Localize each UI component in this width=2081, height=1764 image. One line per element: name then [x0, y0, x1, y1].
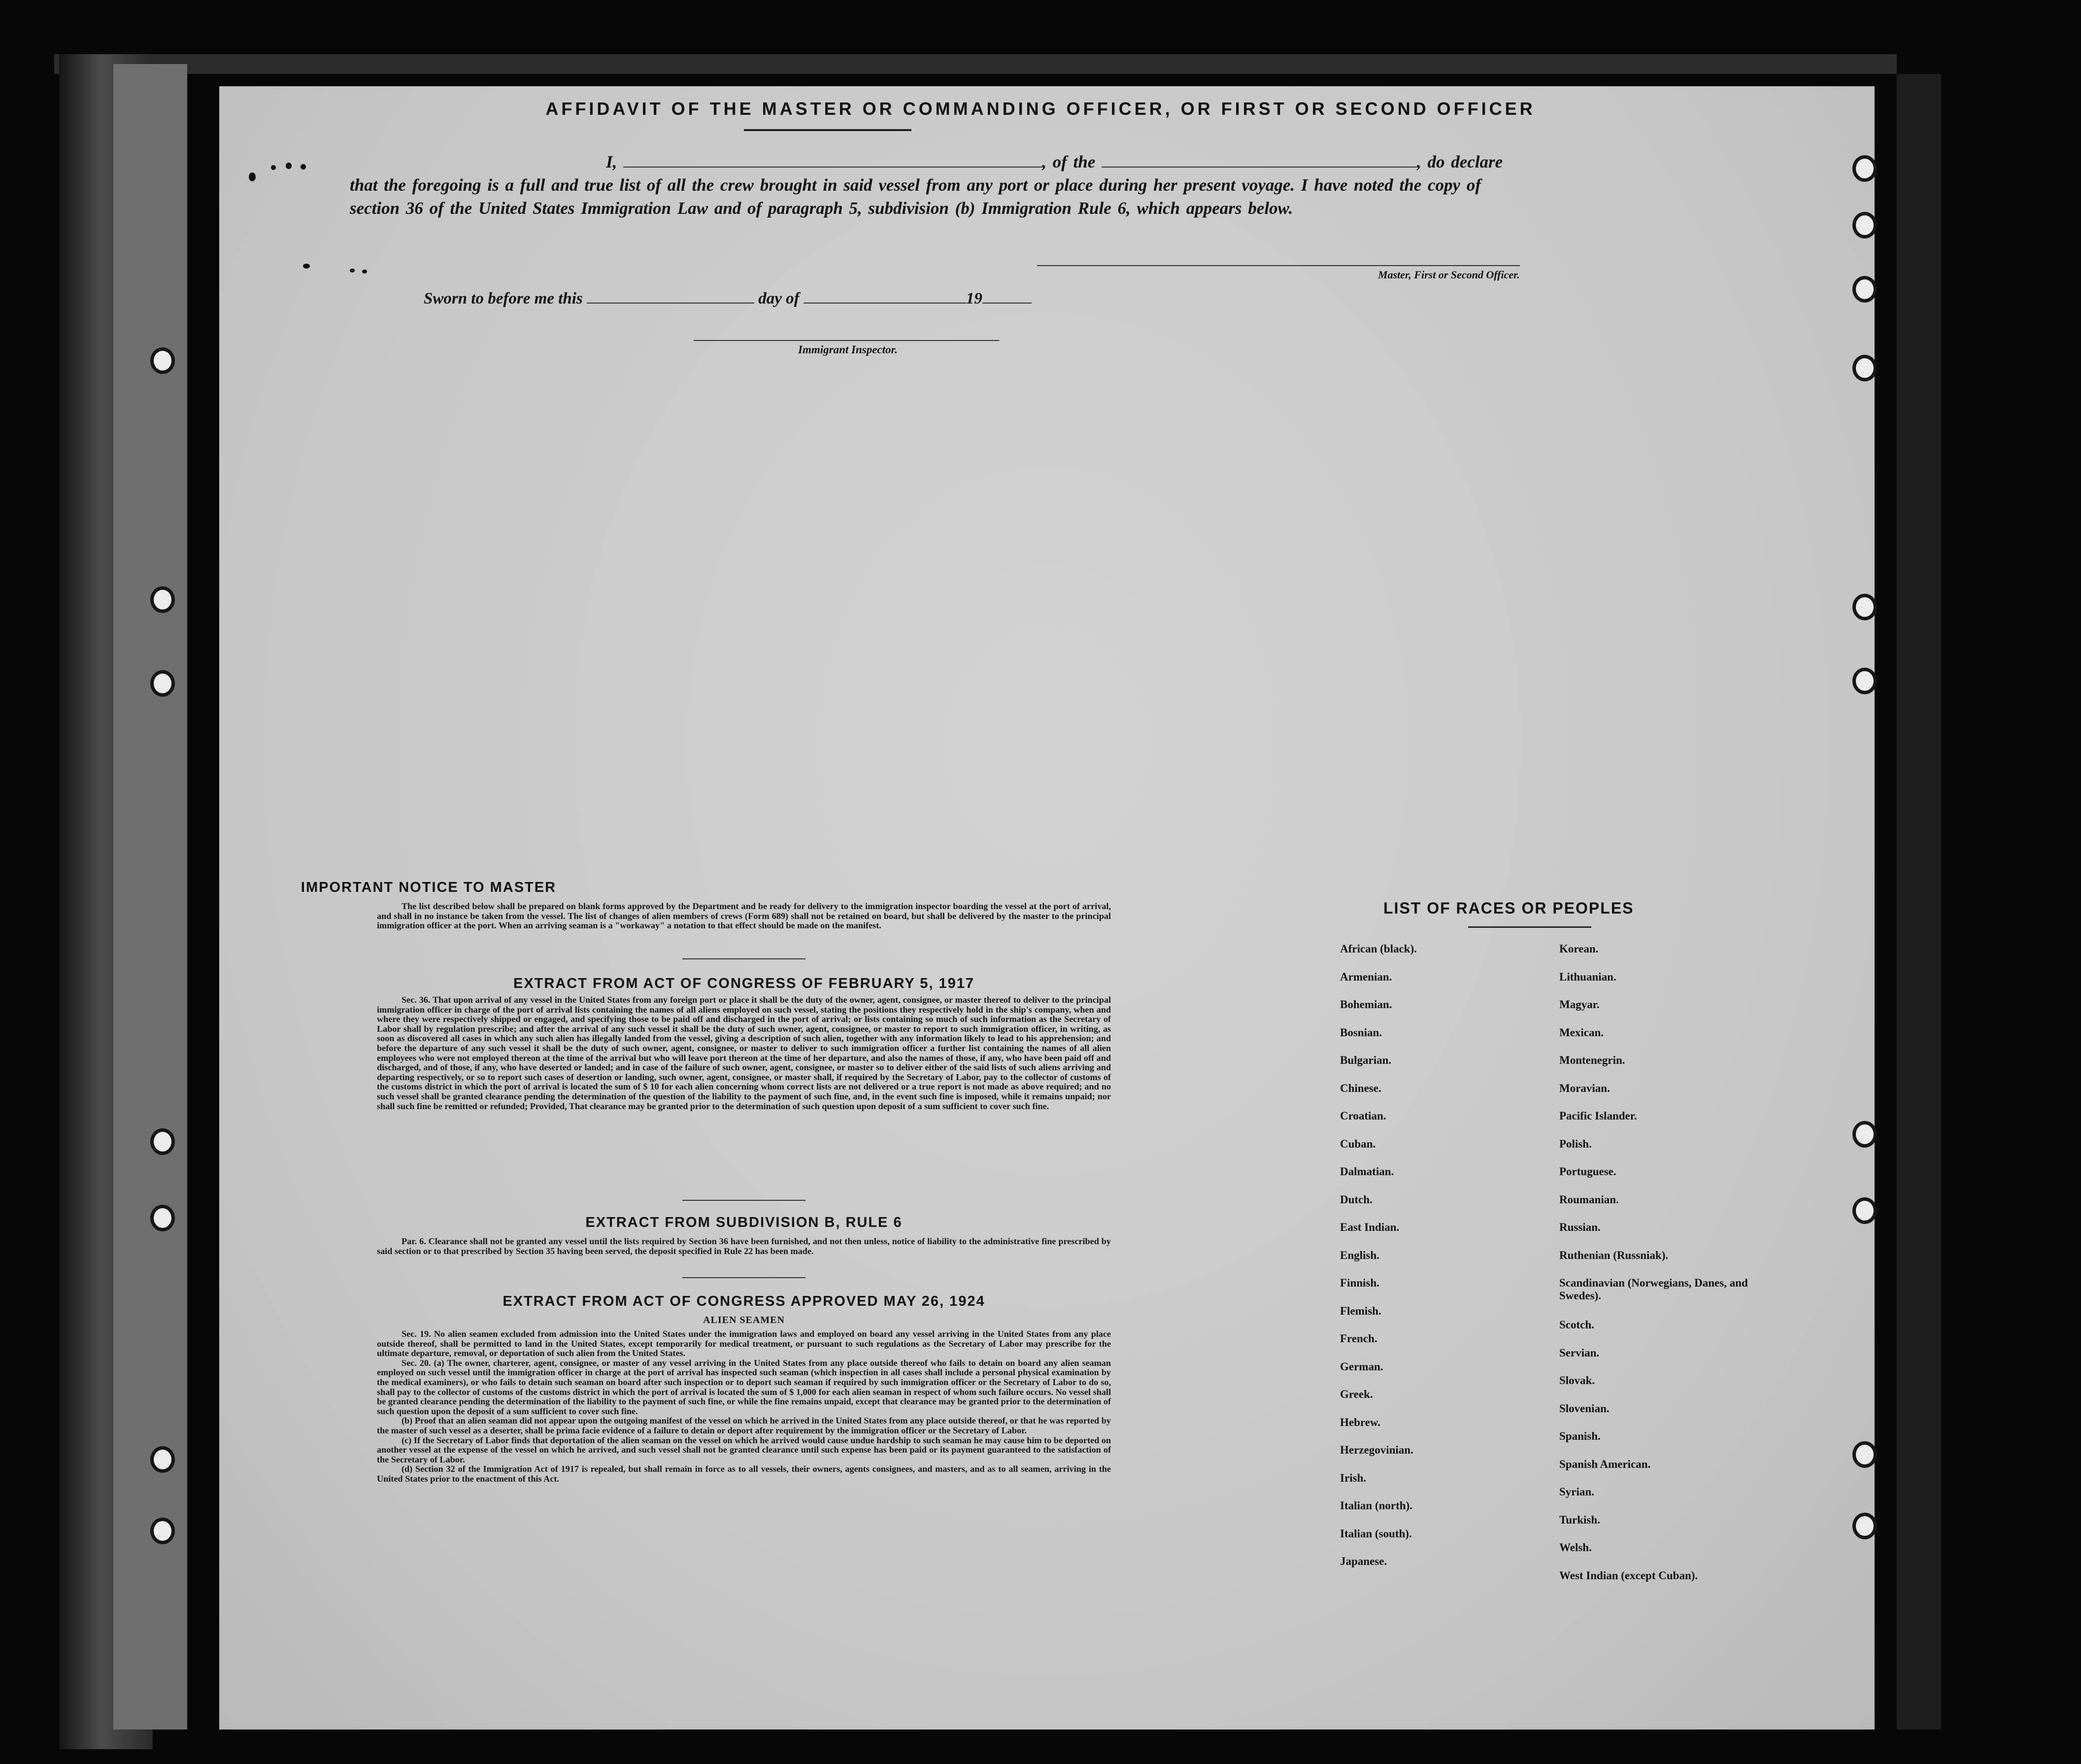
inspector-signature-field[interactable] — [694, 340, 999, 341]
decl-body: that the foregoing is a full and true list of all the crew brought in said vessel from any port or place during her present voyage. I have noted the copy of section 36 of the United States Immigration Law and of paragraph 5, subdivision (b) Immigration Rule 6, which appears below. — [350, 175, 1481, 218]
ink-spot — [362, 270, 367, 273]
affidavit-title: AFFIDAVIT OF THE MASTER OR COMMANDING OFFICER, OR FIRST OR SECOND OFFICER — [545, 99, 1536, 119]
race-item: German. — [1340, 1360, 1383, 1373]
race-item: Syrian. — [1559, 1486, 1594, 1498]
race-item: Italian (south). — [1340, 1527, 1412, 1540]
vessel-name-field[interactable] — [1102, 167, 1417, 168]
race-item: Spanish American. — [1559, 1458, 1651, 1470]
punch-hole — [1852, 594, 1877, 620]
scan-border-top — [54, 54, 1897, 74]
punch-hole — [1852, 276, 1877, 303]
race-item: Portuguese. — [1559, 1165, 1616, 1178]
punch-hole — [150, 1446, 175, 1473]
race-item: Welsh. — [1559, 1541, 1592, 1554]
sec-20a-text: Sec. 20. (a) The owner, charterer, agent, consignee, or master of any vessel arriving in the United States from any place outside thereof who fails to detain on board any alien seaman employed on such vessel until the immigration officer in charge at the port of arrival has inspected such seaman (which inspection in all cases shall include a personal physical examination by the medical examiners), or who fails to detain such seaman on board after such inspection or to deport such seaman if required by such immigration officer or the Secretary of Labor to do so, shall pay to the collector of customs of the customs district in which the port of arrival is located the sum of $ 1,000 for each alien seaman in respect of whom such failure occurs. No vessel shall be granted clearance pending the determination of the liability to the payment of such fine, or while the fine remains unpaid, except that clearance may be granted prior to the determination of such question upon the deposit of a sum sufficient to cover such fine. — [377, 1357, 1111, 1416]
race-item: Greek. — [1340, 1388, 1373, 1400]
race-item: French. — [1340, 1332, 1377, 1345]
race-item: Hebrew. — [1340, 1416, 1380, 1428]
ink-spot — [303, 264, 310, 269]
signature-label: Master, First or Second Officer. — [1377, 269, 1520, 281]
decl-declare: , do declare — [1417, 152, 1503, 171]
race-item: Italian (north). — [1340, 1499, 1412, 1512]
punch-hole — [150, 586, 175, 613]
race-item: Pacific Islander. — [1559, 1110, 1637, 1122]
punch-hole — [150, 347, 175, 374]
punch-hole — [1852, 1441, 1877, 1468]
race-item: Slovak. — [1559, 1374, 1595, 1387]
inspector-label: Immigrant Inspector. — [798, 343, 898, 356]
race-item: Slovenian. — [1559, 1402, 1610, 1415]
ink-spot — [286, 163, 292, 169]
race-item: African (black). — [1340, 943, 1417, 955]
race-item: Croatian. — [1340, 1110, 1386, 1122]
race-item: Roumanian. — [1559, 1193, 1619, 1206]
race-item: Flemish. — [1340, 1304, 1381, 1317]
punch-hole — [150, 1518, 175, 1544]
race-item: Turkish. — [1559, 1513, 1600, 1526]
race-item: Moravian. — [1559, 1082, 1610, 1094]
sworn-statement — [424, 290, 1032, 308]
races-title: LIST OF RACES OR PEOPLES — [1383, 899, 1634, 917]
race-item: Scandinavian (Norwegians, Danes, and Swedes). — [1559, 1277, 1748, 1302]
extract-1917-text: Sec. 36. That upon arrival of any vessel in the United States from any foreign port or place it shall be the duty of the owner, agent, consignee, or master thereof to deliver to the principal immigration officer in charge of the port of arrival lists containing the names of all aliens employed on such vessel, stating the positions they respectively hold in the ship's company, when and where they were respectively shipped or engaged, and specifying those to be paid off and discharged in the port of arrival; or lists containing so much of such information as the Secretary of Labor shall by regulation prescribe; and after the arrival of any such vessel it shall be the duty of such owner, agent, consignee, or master to report to such immigration officer, in writing, as soon as discovered all cases in which any such alien has illegally landed from the vessel, giving a description of such alien, together with any information likely to lead to his apprehension; and before the departure of any such vessel it shall be the duty of such owner, agent, consignee, or master to deliver to such immigration officer a further list containing the names of all alien employees who were not employed thereon at the time of the arrival but who will leave port thereon at the time of her departure, and also the names of those, if any, who have been paid off and discharged, and of those, if any, who have deserted or landed; and in case of the failure of such owner, agent, consignee, or master so to deliver either of the said lists of such aliens arriving and departing respectively, or so to report such cases of desertion or landing, such owner, agent, consignee, or master shall, if required by the Secretary of Labor, pay to the collector of customs of the customs district in which the port of arrival is located the sum of $ 10 for each alien concerning whom correct lists are not delivered or a true report is not made as above required; and no such vessel shall be granted clearance pending the determination of the question of the liability to the payment of such fine, and, in the event such fine is imposed, while it remains unpaid; nor shall such fine be remitted or refunded; Provided, That clearance may be granted prior to the determination of such question upon deposit of a sum sufficient to cover such fine. — [377, 995, 1111, 1111]
ink-spot — [350, 269, 355, 272]
race-item: Mexican. — [1559, 1026, 1604, 1039]
race-item: East Indian. — [1340, 1221, 1400, 1233]
officer-name-field[interactable] — [623, 167, 1042, 168]
race-item: Irish. — [1340, 1471, 1367, 1484]
sworn-prefix: Sworn to before me this — [424, 290, 583, 307]
race-item: Dalmatian. — [1340, 1165, 1394, 1178]
race-item: Bulgarian. — [1340, 1054, 1392, 1066]
title-rule — [744, 129, 911, 131]
scan-binding-strip — [113, 64, 187, 1730]
race-item: Japanese. — [1340, 1555, 1387, 1567]
signature-field[interactable] — [1037, 265, 1520, 266]
race-item: Lithuanian. — [1559, 970, 1616, 983]
race-item: Finnish. — [1340, 1277, 1379, 1289]
sworn-year-field[interactable] — [982, 303, 1032, 304]
races-left-column — [1340, 943, 1537, 1583]
ink-spot — [271, 165, 276, 170]
punch-hole — [1852, 355, 1877, 381]
separator — [682, 958, 806, 959]
sec-20d-text: (d) Section 32 of the Immigration Act of 1917 is repealed, but shall remain in force as to all vessels, their owners, agents consignees, and masters, and as to all seamen, arriving in the United States prior to the enactment of this Act. — [377, 1464, 1111, 1484]
decl-i: I, — [606, 152, 617, 171]
extract-1924-title: EXTRACT FROM ACT OF CONGRESS APPROVED MAY 26, 1924 — [503, 1293, 985, 1309]
subdivision-title: EXTRACT FROM SUBDIVISION B, RULE 6 — [585, 1215, 903, 1230]
race-item: Korean. — [1559, 943, 1599, 955]
race-item: Ruthenian (Russniak). — [1559, 1249, 1669, 1261]
punch-hole — [1852, 1513, 1877, 1539]
sworn-day-field[interactable] — [587, 303, 754, 304]
ink-spot — [301, 164, 306, 170]
race-item: Montenegrin. — [1559, 1054, 1625, 1066]
race-item: Bosnian. — [1340, 1026, 1382, 1039]
sworn-month-field[interactable] — [804, 303, 966, 304]
race-item: Magyar. — [1559, 998, 1600, 1011]
race-item: English. — [1340, 1249, 1379, 1261]
race-item: Polish. — [1559, 1137, 1592, 1150]
punch-hole — [1852, 1197, 1877, 1224]
sec-20b-text: (b) Proof that an alien seaman did not appear upon the outgoing manifest of the vessel on which he arrived in the United States from any place outside thereof, or that he was reported by the master of such vessel as a deserter, shall be prima facie evidence of a failure to detain or deport after requirement by the immigration officer or the Secretary of Labor. — [377, 1416, 1111, 1435]
separator — [682, 1200, 806, 1201]
race-item: Servian. — [1559, 1346, 1600, 1359]
decl-of-the: , of the — [1042, 152, 1096, 171]
sworn-day-label: day of — [758, 290, 800, 307]
punch-hole — [150, 670, 175, 697]
notice-title: IMPORTANT NOTICE TO MASTER — [301, 880, 557, 895]
affidavit-declaration — [350, 150, 1532, 220]
extract-1924-body — [377, 1329, 1111, 1484]
subdivision-text: Par. 6. Clearance shall not be granted any vessel until the lists required by Section 36 have been furnished, and not then unless, notice of liability to the administrative fine prescribed by said section or to that prescribed by Section 35 having been served, the deposit specified in Rule 22 has been made. — [377, 1236, 1111, 1256]
scan-border-right — [1897, 74, 1941, 1730]
separator — [682, 1277, 806, 1278]
punch-hole — [1852, 1121, 1877, 1148]
races-right-column — [1559, 943, 1756, 1597]
race-item: Russian. — [1559, 1221, 1601, 1233]
races-rule — [1468, 926, 1591, 928]
race-item: West Indian (except Cuban). — [1559, 1569, 1698, 1582]
sec-20c-text: (c) If the Secretary of Labor finds that deportation of the alien seaman on the vessel on which he arrived would cause undue hardship to such seaman he may cause him to be deported on another vessel at the expense of the vessel on which he arrived, and such vessel shall not be granted clearance until such expense has been paid or its payment guaranteed to the satisfaction of the Secretary of Labor. — [377, 1435, 1111, 1464]
race-item: Scotch. — [1559, 1319, 1594, 1331]
punch-hole — [1852, 212, 1877, 238]
punch-hole — [1852, 155, 1877, 182]
sec-19-text: Sec. 19. No alien seamen excluded from admission into the United States under the immigration laws and employed on board any vessel arriving in the United States from any place outside thereof, shall be permitted to land in the United States, except temporarily for medical treatment, or pursuant to such regulations as the Secretary of Labor may prescribe for the ultimate departure, removal, or deportation of such alien from the United States. — [377, 1329, 1111, 1358]
race-item: Herzegovinian. — [1340, 1444, 1413, 1456]
ink-spot — [249, 172, 256, 181]
sworn-year-label: 19 — [966, 290, 982, 307]
extract-1917-title: EXTRACT FROM ACT OF CONGRESS OF FEBRUARY 5, 1917 — [513, 976, 975, 991]
punch-hole — [1852, 668, 1877, 694]
punch-hole — [150, 1205, 175, 1231]
race-item: Chinese. — [1340, 1082, 1381, 1094]
race-item: Spanish. — [1559, 1430, 1601, 1442]
extract-1924-subtitle: ALIEN SEAMEN — [703, 1315, 785, 1325]
race-item: Cuban. — [1340, 1137, 1376, 1150]
notice-text: The list described below shall be prepared on blank forms approved by the Department and be ready for delivery to the immigration inspector boarding the vessel at the port of arrival, and shall in no instance be taken from the vessel. The list of changes of alien members of crews (Form 689) shall not be retained on board, but shall be delivered by the master to the principal immigration officer at the port. When an arriving seaman is a "workaway" a notation to that effect should be made on the manifest. — [377, 901, 1111, 931]
race-item: Dutch. — [1340, 1193, 1373, 1206]
punch-hole — [150, 1128, 175, 1155]
race-item: Bohemian. — [1340, 998, 1392, 1011]
race-item: Armenian. — [1340, 970, 1392, 983]
